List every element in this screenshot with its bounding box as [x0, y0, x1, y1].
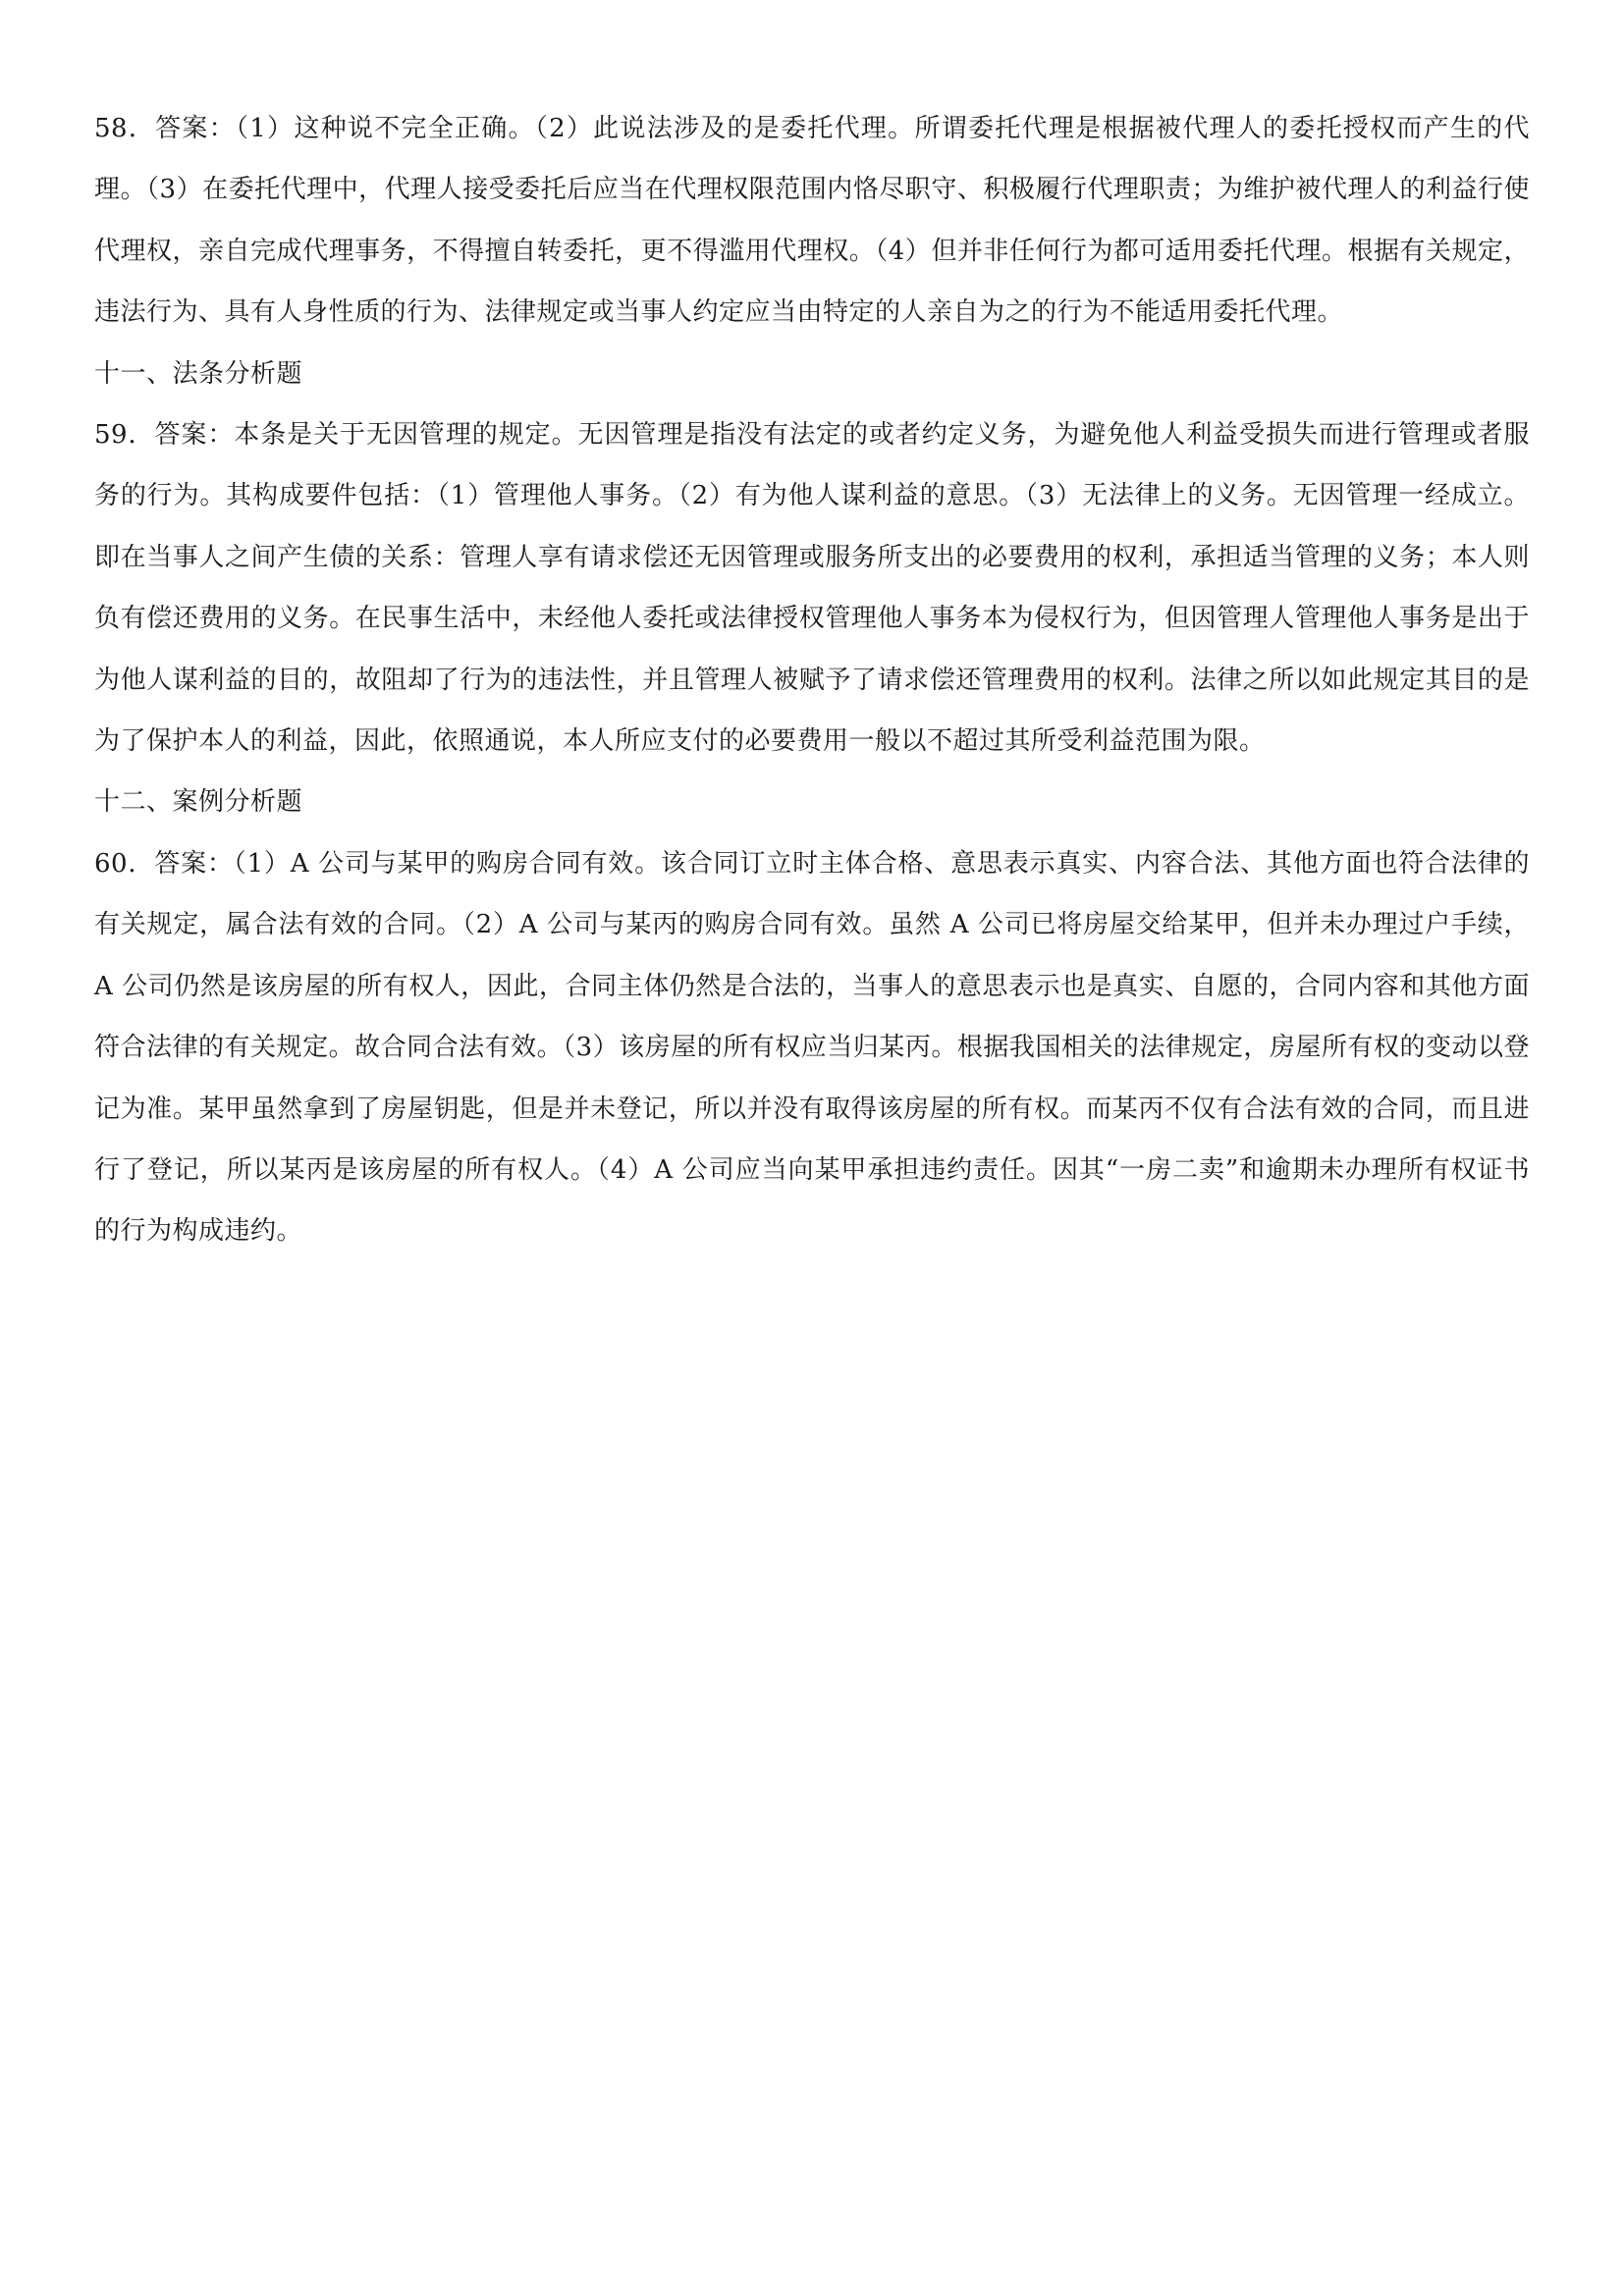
section-heading-12: 十二、案例分析题 — [94, 787, 303, 818]
answer-60: 60．答案：（1）A 公司与某甲的购房合同有效。该合同订立时主体合格、意思表示真实、内容合法、其他方面也符合法律的有关规定，属合法有效的合同。（2）A 公司与某丙的购房合同有效。虽然 A 公司已将房屋交给某甲，但并未办理过户手续，A 公司仍然是该房屋的所有权人，因此，合同主体仍然是合法的，当事人的意思表示也是真实、自愿的，合同内容和其他方面符合法律的有关规定。故合同合法有效。（3）该房屋的所有权应当归某丙。根据我国相关的法律规定，房屋所有权的变动以登记为准。某甲虽然拿到了房屋钥匙，但是并未登记，所以并没有取得该房屋的所有权。而某丙不仅有合法有效的合同，而且进行了登记，所以某丙是该房屋的所有权人。（4）A 公司应当向某甲承担违约责任。因其“一房二卖”和逾期未办理所有权证书的行为构成违约。 — [94, 848, 1530, 1247]
answer-59: 59．答案：本条是关于无因管理的规定。无因管理是指没有法定的或者约定义务，为避免他人利益受损失而进行管理或者服务的行为。其构成要件包括：（1）管理他人事务。（2）有为他人谋利益的意思。（3）无法律上的义务。无因管理一经成立。即在当事人之间产生债的关系：管理人享有请求偿还无因管理或服务所支出的必要费用的权利，承担适当管理的义务；本人则负有偿还费用的义务。在民事生活中，未经他人委托或法律授权管理他人事务本为侵权行为，但因管理人管理他人事务是出于为他人谋利益的目的，故阻却了行为的违法性，并且管理人被赋予了请求偿还管理费用的权利。法律之所以如此规定其目的是为了保护本人的利益，因此，依照通说，本人所应支付的必要费用一般以不超过其所受利益范围为限。 — [94, 420, 1530, 757]
document-body — [94, 98, 1530, 1262]
answer-58: 58．答案：（1）这种说不完全正确。（2）此说法涉及的是委托代理。所谓委托代理是根据被代理人的委托授权而产生的代理。（3）在委托代理中，代理人接受委托后应当在代理权限范围内恪尽职守、积极履行代理职责；为维护被代理人的利益行使代理权，亲自完成代理事务，不得擅自转委托，更不得滥用代理权。（4）但并非任何行为都可适用委托代理。根据有关规定，违法行为、具有人身性质的行为、法律规定或当事人约定应当由特定的人亲自为之的行为不能适用委托代理。 — [94, 114, 1530, 328]
section-heading-11: 十一、法条分析题 — [94, 358, 303, 389]
